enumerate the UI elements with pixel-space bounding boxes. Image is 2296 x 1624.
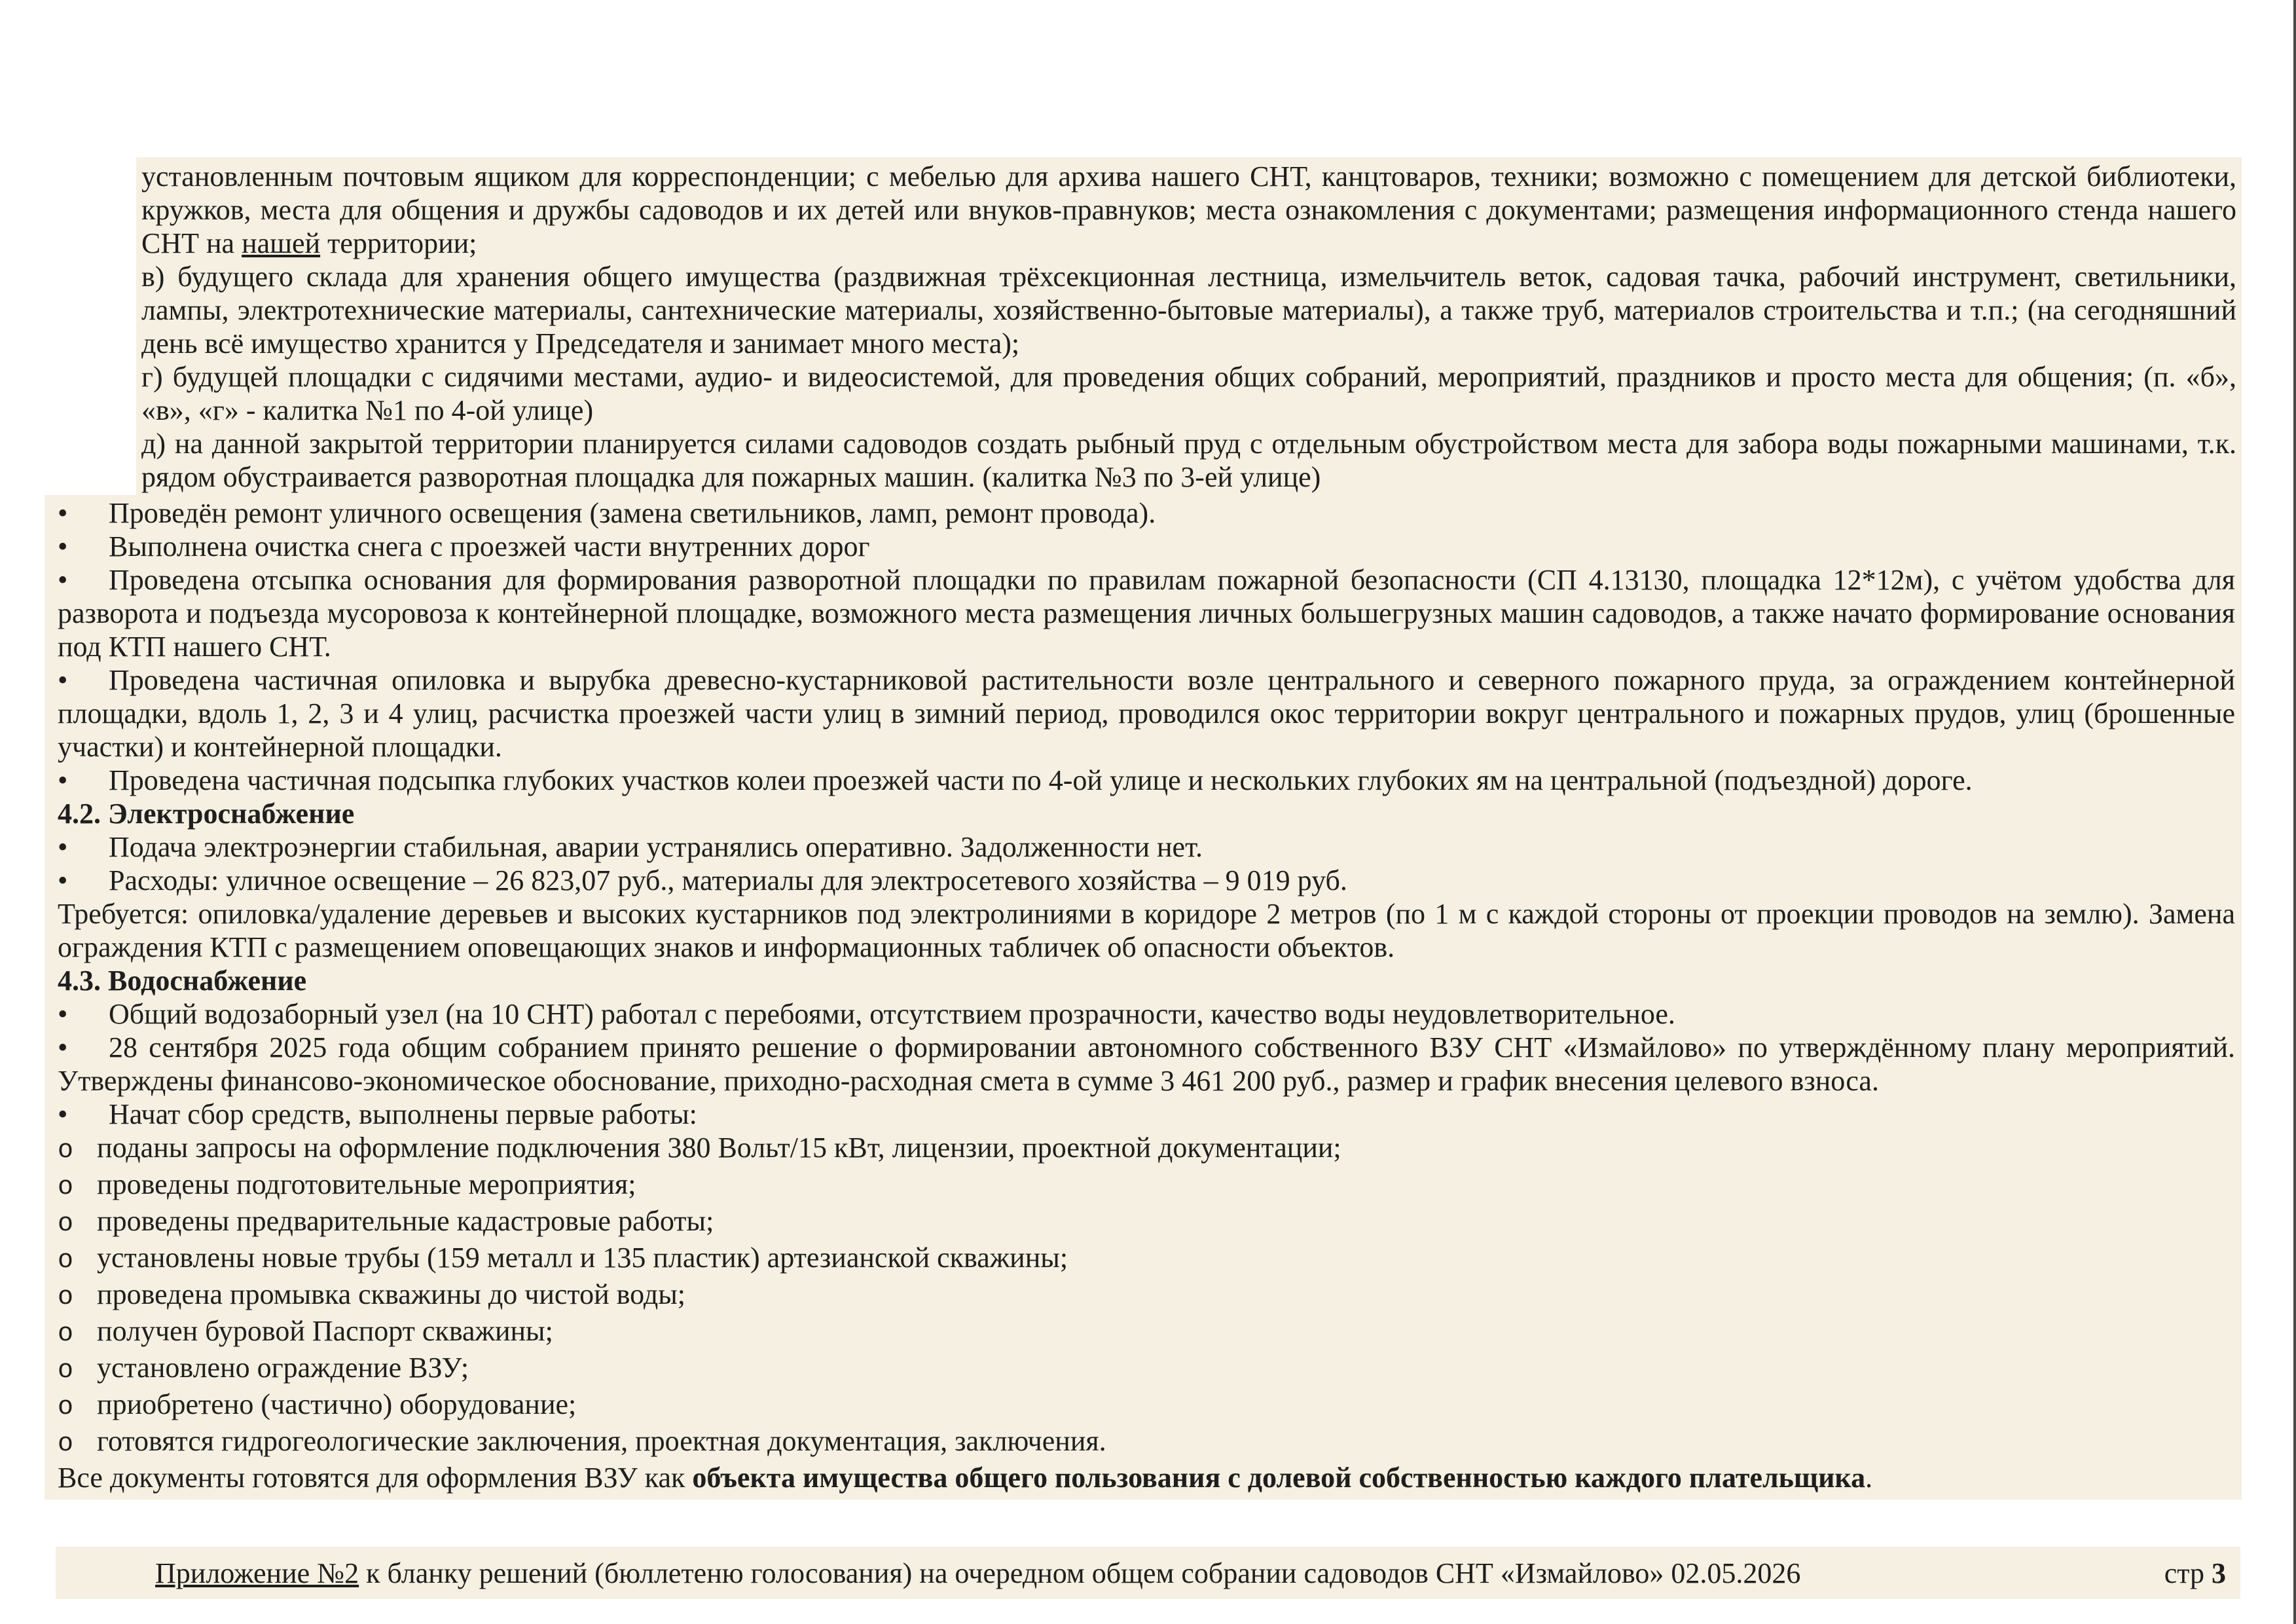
page-number-label: стр [2164,1557,2212,1589]
intro-text-before: установленным почтовым ящиком для корреспонденции; с мебелью для архива нашего СНТ, канцтоваров, техники; возможно с помещением для детской библиотеки, кружков, места для общения и дружбы садоводов и их детей или внуков-правнуков; места ознакомления с документами; размещения информационного стенда нашего СНТ на [141,160,2236,259]
water-sub-item [58,1388,2235,1424]
footer-caption [155,1557,1800,1590]
works-bullet-item [58,663,2235,764]
water-bullet-text: Начат сбор средств, выполнены первые работы: [109,1098,697,1130]
circle-bullet-icon: o [58,1173,74,1202]
circle-bullet-icon: o [58,1356,74,1386]
bullet-icon: • [58,1031,68,1063]
intro-text-after: территории; [320,227,477,259]
list-item-v: в) будущего склада для хранения общего имущества (раздвижная трёхсекционная лестница, измельчитель веток, садовая тачка, рабочий инструмент, светильники, лампы, электротехнические материалы, сантехнические материалы, хозяйственно-бытовые материалы), а также труб, материалов строительства и т.п.; (на сегодняшний день всё имущество хранится у Председателя и занимает много места); [141,261,2236,360]
closing-text-before: Все документы готовятся для оформления ВЗУ как [58,1462,693,1494]
water-bullet-item [58,1031,2235,1098]
bullet-icon: • [58,564,68,596]
water-sub-text: проведена промывка скважины до чистой воды; [97,1278,686,1310]
power-bullet-item [58,864,2235,897]
water-sub-item [58,1131,2235,1168]
water-sub-text: готовятся гидрогеологические заключения, проектная документация, заключения. [97,1425,1106,1457]
circle-bullet-icon: o [58,1136,74,1166]
circle-bullet-icon: o [58,1393,74,1422]
works-bullet-text: Проведена отсыпка основания для формирования разворотной площадки по правилам пожарной безопасности (СП 4.13130, площадка 12*12м), с учётом удобства для разворота и подъезда мусоровоза к контейнерной площадке, возможного места размещения личных большегрузных машин садоводов, а также начато формирование основания под КТП нашего СНТ. [58,564,2235,663]
water-bullet-text: 28 сентября 2025 года общим собранием принято решение о формировании автономного собственного ВЗУ СНТ «Измайлово» по утверждённому плану мероприятий. Утверждены финансово-экономическое обоснование, приходно-расходная смета в сумме 3 461 200 руб., размер и график внесения целевого взноса. [58,1031,2235,1097]
power-bullet-item [58,830,2235,864]
closing-text-bold: объекта имущества общего пользования с долевой собственностью каждого плательщика [692,1462,1866,1494]
page-number-value: 3 [2212,1557,2226,1589]
power-note-paragraph: Требуется: опиловка/удаление деревьев и высоких кустарников под электролиниями в коридоре 2 метров (по 1 м с каждой стороны от проекции проводов на землю). Замена ограждения КТП с размещением оповещающих знаков и информационных табличек об опасности объектов. [58,898,2235,963]
water-sub-item [58,1351,2235,1388]
water-sub-item [58,1314,2235,1351]
highlighted-top-block [136,157,2242,495]
intro-paragraph [141,160,2236,260]
section-heading-power: 4.2. Электроснабжение [58,798,355,830]
bullet-icon: • [58,864,68,896]
circle-bullet-icon: o [58,1209,74,1239]
water-sub-text: проведены подготовительные мероприятия; [97,1168,636,1200]
circle-bullet-icon: o [58,1320,74,1349]
water-sub-text: проведены предварительные кадастровые работы; [97,1205,714,1237]
intro-text-underlined: нашей [242,227,321,259]
closing-paragraph [58,1461,2235,1494]
highlighted-main-block [45,495,2242,1500]
works-bullet-item [58,563,2235,663]
bullet-icon: • [58,764,68,796]
list-item-g: г) будущей площадки с сидячими местами, аудио- и видеосистемой, для проведения общих собраний, мероприятий, праздников и просто места для общения; (п. «б», «в», «г» - калитка №1 по 4-ой улице) [141,361,2236,426]
water-sub-text: поданы запросы на оформление подключения 380 Вольт/15 кВт, лицензии, проектной документации; [97,1132,1341,1164]
water-bullet-text: Общий водозаборный узел (на 10 СНТ) работал с перебоями, отсутствием прозрачности, качество воды неудовлетворительное. [109,998,1675,1030]
water-sub-item [58,1278,2235,1314]
bullet-icon: • [58,497,68,529]
bullet-icon: • [58,530,68,563]
water-bullet-item [58,997,2235,1031]
circle-bullet-icon: o [58,1246,74,1276]
water-sub-text: установлено ограждение ВЗУ; [97,1352,469,1384]
water-sub-text: установлены новые трубы (159 металл и 135 пластик) артезианской скважины; [97,1242,1068,1274]
power-bullet-text: Подача электроэнергии стабильная, аварии устранялись оперативно. Задолженности нет. [109,831,1203,863]
water-sub-item [58,1424,2235,1461]
water-sub-text: получен буровой Паспорт скважины; [97,1315,553,1347]
bullet-icon: • [58,998,68,1030]
power-bullet-text: Расходы: уличное освещение – 26 823,07 руб., материалы для электросетевого хозяйства – 9 019 руб. [109,864,1347,896]
works-bullet-item [58,530,2235,563]
works-bullet-text: Проведена частичная опиловка и вырубка древесно-кустарниковой растительности возле центрального и северного пожарного пруда, за ограждением контейнерной площадки, вдоль 1, 2, 3 и 4 улиц, расчистка проезжей части улиц в зимний период, проводился окос территории вокруг центрального и пожарных прудов, улиц (брошенные участки) и контейнерной площадки. [58,664,2235,763]
footer-caption-rest: к бланку решений (бюллетеню голосования) на очередном общем собрании садоводов СНТ «Измайлово» 02.05.2026 [359,1557,1801,1589]
section-heading-water: 4.3. Водоснабжение [58,965,307,997]
document-content [45,157,2242,1500]
circle-bullet-icon: o [58,1430,74,1459]
circle-bullet-icon: o [58,1283,74,1312]
page-footer [56,1547,2240,1599]
list-item-d: д) на данной закрытой территории планируется силами садоводов создать рыбный пруд с отдельным обустройством места для забора воды пожарными машинами, т.к. рядом обустраивается разворотная площадка для пожарных машин. (калитка №3 по 3-ей улице) [141,428,2236,493]
works-bullet-text: Выполнена очистка снега с проезжей части внутренних дорог [109,530,870,563]
works-bullet-text: Проведена частичная подсыпка глубоких участков колеи проезжей части по 4-ой улице и нескольких глубоких ям на центральной (подъездной) дороге. [109,764,1973,796]
screenshot-right-border [2293,0,2296,1624]
footer-appendix-label: Приложение №2 [155,1557,359,1589]
works-bullet-text: Проведён ремонт уличного освещения (замена светильников, ламп, ремонт провода). [109,497,1156,529]
bullet-icon: • [58,664,68,696]
water-sub-item [58,1204,2235,1241]
water-sub-item [58,1241,2235,1278]
water-sub-text: приобретено (частично) оборудование; [97,1388,577,1420]
works-bullet-item [58,764,2235,797]
water-bullet-item [58,1098,2235,1131]
works-bullet-item [58,496,2235,530]
bullet-icon: • [58,1098,68,1130]
bullet-icon: • [58,831,68,863]
water-sub-item [58,1168,2235,1204]
closing-text-after: . [1865,1462,1873,1494]
page-number [2164,1557,2226,1590]
